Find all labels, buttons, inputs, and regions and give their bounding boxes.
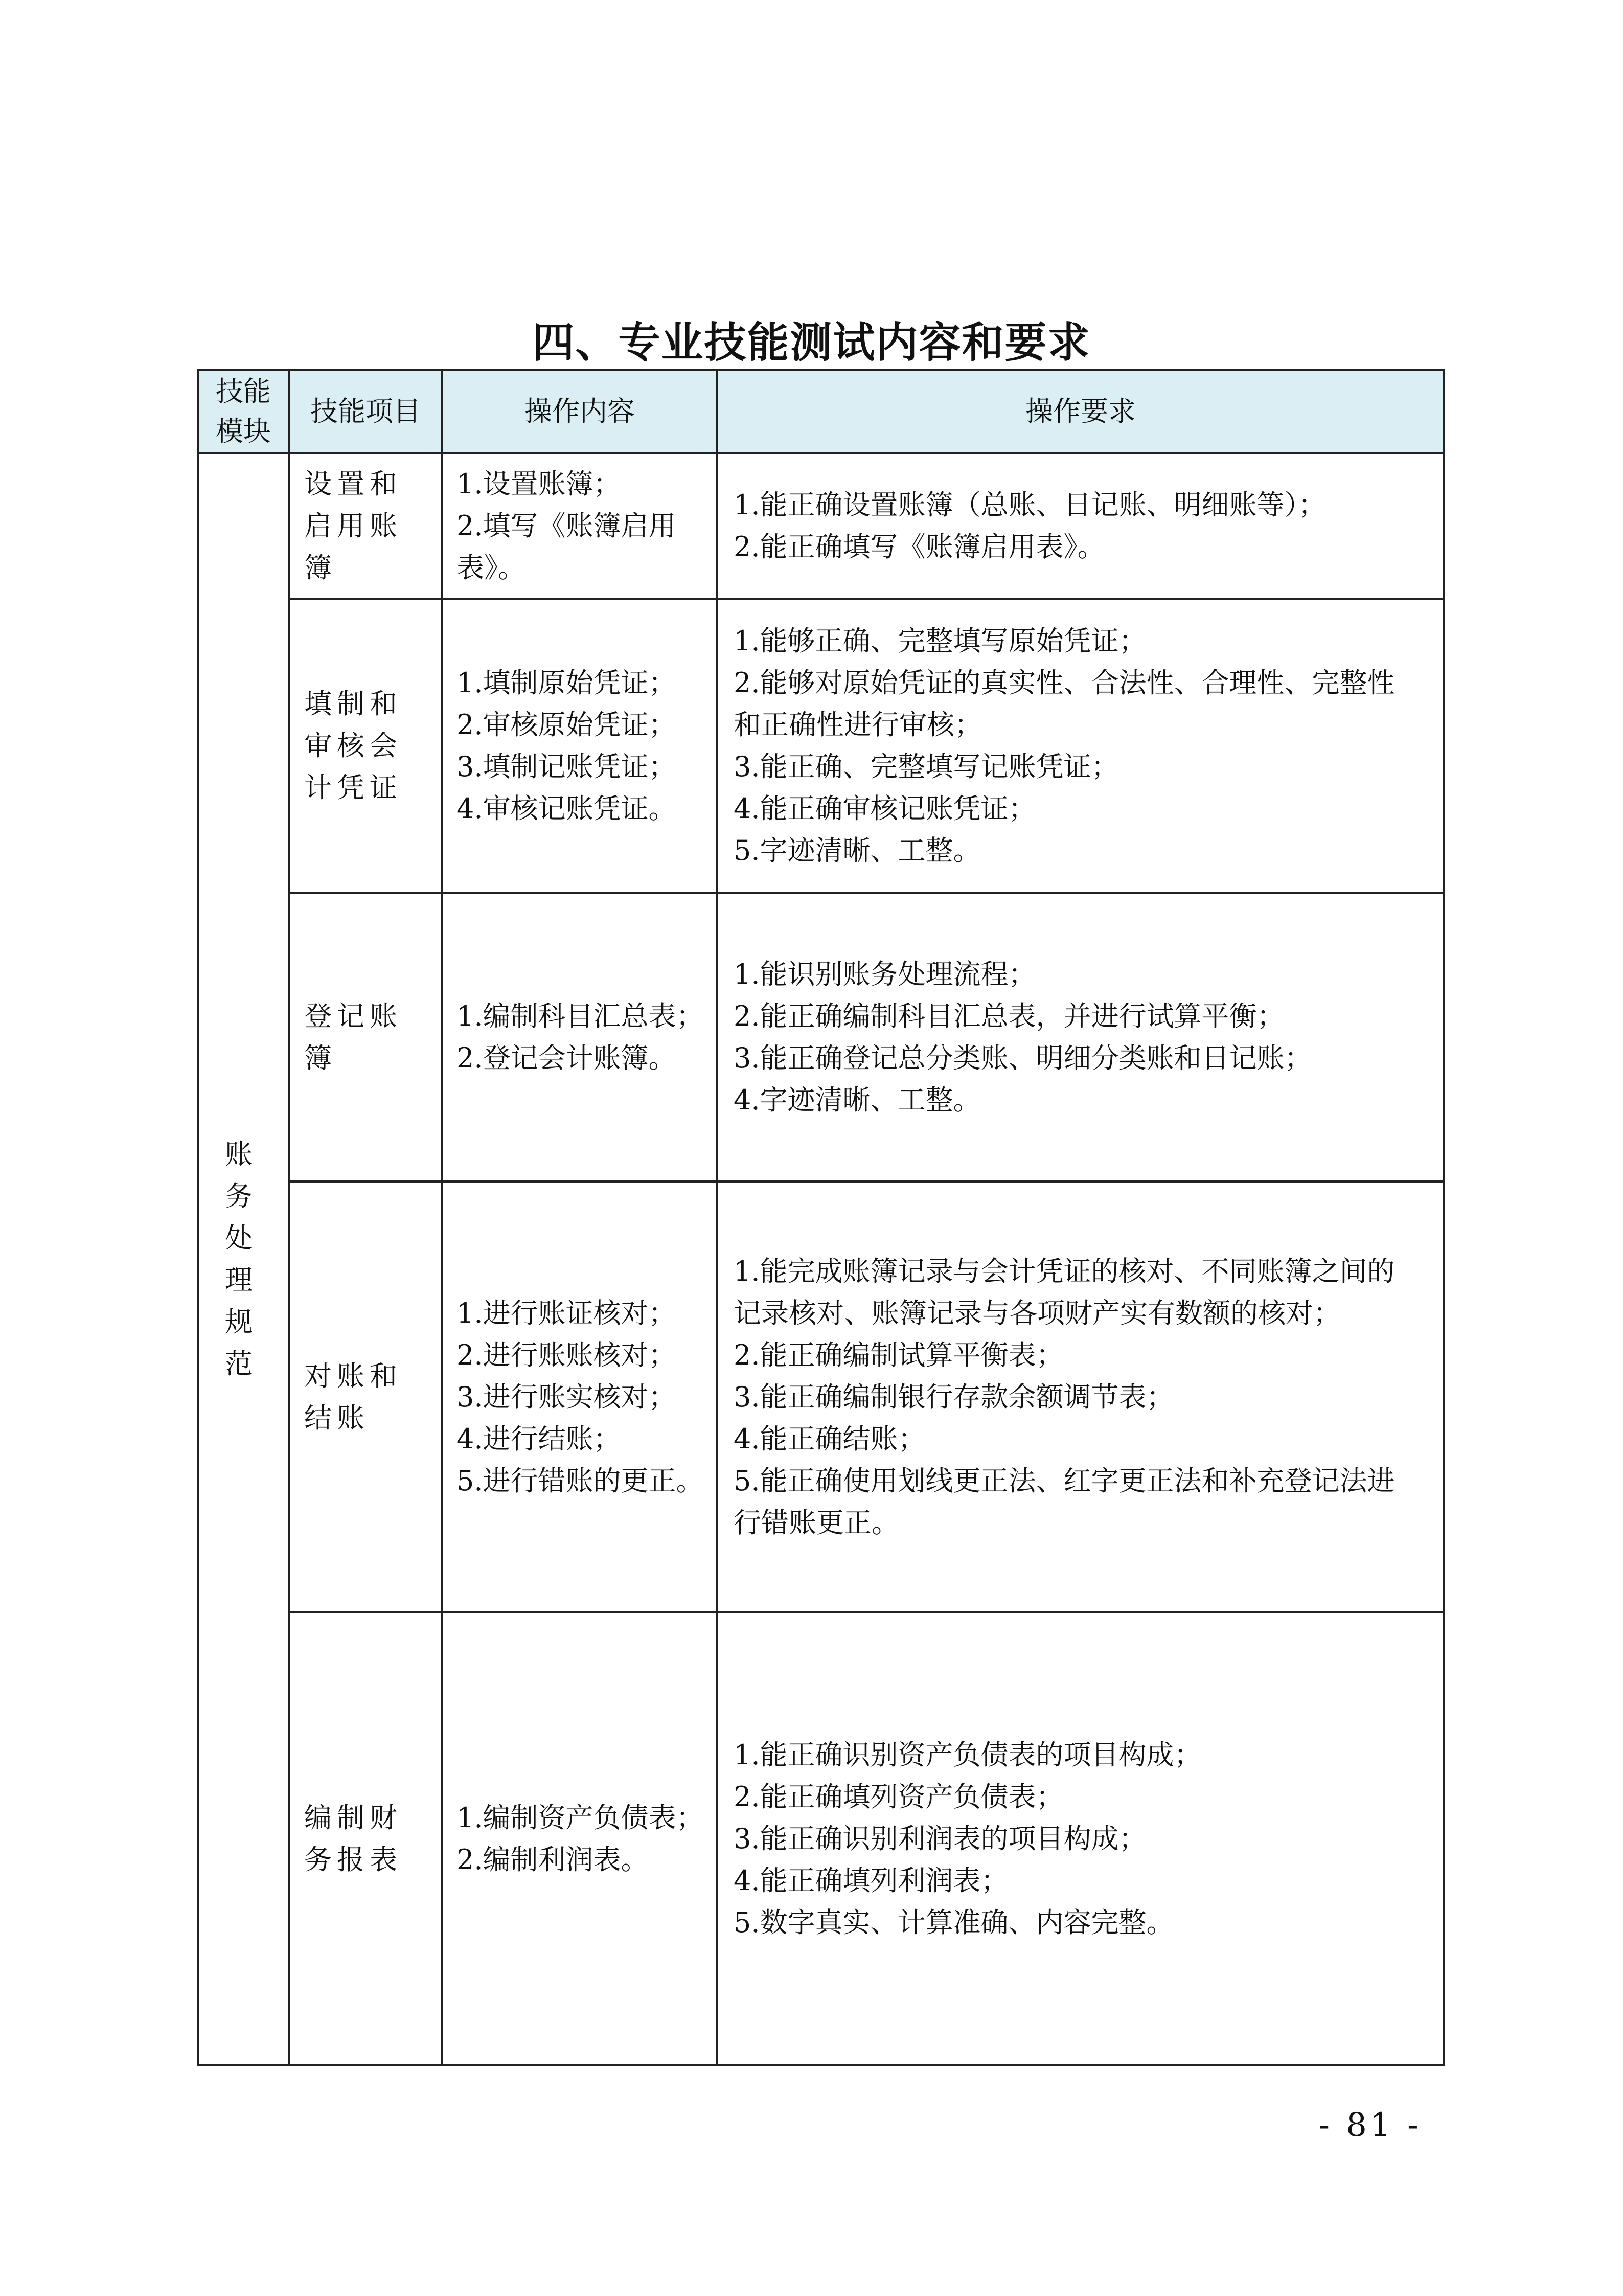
item-cell: 登记账簿 (289, 893, 442, 1181)
ops-cell: 1.进行账证核对； 2.进行账账核对； 3.进行账实核对； 4.进行结账； 5.进行错账的更正。 (442, 1181, 717, 1612)
req-cell: 1.能够正确、完整填写原始凭证； 2.能够对原始凭证的真实性、合法性、合理性、完整性 和正确性进行审核； 3.能正确、完整填写记账凭证； 4.能正确审核记账凭证； 5.字迹清晰、工整。 (717, 599, 1444, 893)
skills-table (197, 369, 1445, 2066)
req-cell: 1.能正确识别资产负债表的项目构成； 2.能正确填列资产负债表； 3.能正确识别利润表的项目构成； 4.能正确填列利润表； 5.数字真实、计算准确、内容完整。 (717, 1612, 1444, 2065)
item-cell: 设置和启用账簿 (289, 453, 442, 599)
req-cell: 1.能完成账簿记录与会计凭证的核对、不同账簿之间的 记录核对、账簿记录与各项财产实有数额的核对； 2.能正确编制试算平衡表； 3.能正确编制银行存款余额调节表； 4.能正确结账； 5.能正确使用划线更正法、红字更正法和补充登记法进 行错账更正。 (717, 1181, 1444, 1612)
table-row (198, 1181, 1444, 1612)
table-row (198, 599, 1444, 893)
page-number: - 81 - (1318, 2106, 1422, 2144)
header-item: 技能项目 (289, 370, 442, 453)
table-row (198, 893, 1444, 1181)
ops-cell: 1.编制科目汇总表； 2.登记会计账簿。 (442, 893, 717, 1181)
req-cell: 1.能正确设置账簿（总账、日记账、明细账等）； 2.能正确填写《账簿启用表》。 (717, 453, 1444, 599)
item-cell: 填制和审核会计凭证 (289, 599, 442, 893)
ops-cell: 1.编制资产负债表； 2.编制利润表。 (442, 1612, 717, 2065)
header-row (198, 370, 1444, 453)
ops-cell: 1.设置账簿； 2.填写《账簿启用 表》。 (442, 453, 717, 599)
module-cell: 账务处理规范 (198, 453, 289, 2065)
page-title: 四、专业技能测试内容和要求 (532, 318, 1091, 367)
ops-cell: 1.填制原始凭证； 2.审核原始凭证； 3.填制记账凭证； 4.审核记账凭证。 (442, 599, 717, 893)
table-row (198, 453, 1444, 599)
header-req: 操作要求 (717, 370, 1444, 453)
req-cell: 1.能识别账务处理流程； 2.能正确编制科目汇总表，并进行试算平衡； 3.能正确登记总分类账、明细分类账和日记账； 4.字迹清晰、工整。 (717, 893, 1444, 1181)
header-module: 技能模块 (198, 370, 289, 453)
header-ops: 操作内容 (442, 370, 717, 453)
table-row (198, 1612, 1444, 2065)
item-cell: 对账和结账 (289, 1181, 442, 1612)
item-cell: 编制财务报表 (289, 1612, 442, 2065)
